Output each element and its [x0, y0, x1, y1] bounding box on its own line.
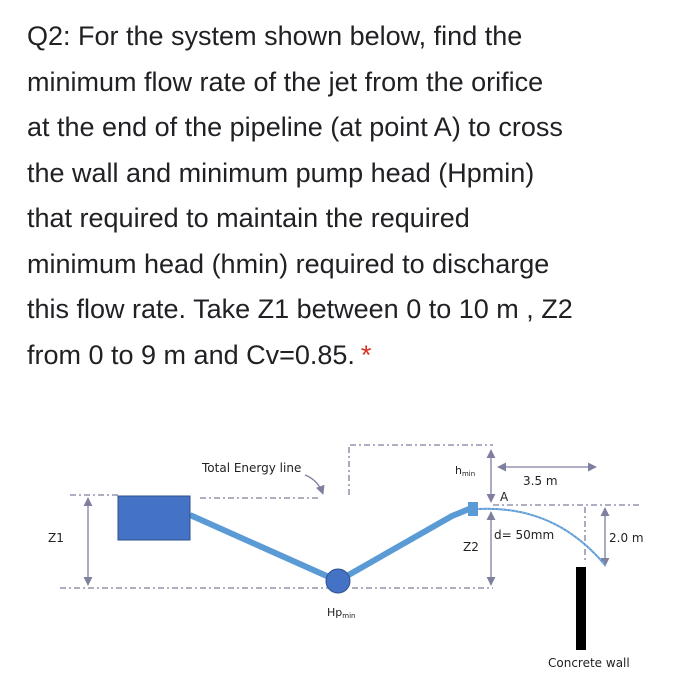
- wall-height-label: 2.0 m: [609, 531, 644, 545]
- question-line-8-text: from 0 to 9 m and Cv=0.85.: [27, 339, 355, 370]
- question-line-8: [27, 333, 677, 379]
- diameter-label: d= 50mm: [494, 528, 555, 542]
- energy-line-pointer: [305, 475, 323, 494]
- question-line-5: that required to maintain the required: [27, 203, 470, 233]
- total-energy-line-label: Total Energy line: [202, 461, 302, 475]
- pump-head-label: [327, 606, 355, 620]
- reservoir-tank: [118, 496, 190, 540]
- point-a-label: A: [500, 490, 509, 504]
- z2-label: Z2: [463, 540, 479, 554]
- question-text: [27, 14, 677, 378]
- question-line-3: at the end of the pipeline (at point A) to cross: [27, 112, 563, 142]
- orifice-nozzle: [468, 502, 478, 516]
- pipeline-diagram: [0, 430, 700, 690]
- required-marker: *: [360, 339, 372, 370]
- concrete-wall-label: Concrete wall: [548, 656, 630, 670]
- hmin-main: h: [455, 464, 462, 477]
- concrete-wall: [576, 567, 586, 650]
- pump: [326, 569, 350, 593]
- question-line-7: this flow rate. Take Z1 between 0 to 10 m , Z2: [27, 294, 573, 324]
- pipeline: [190, 507, 474, 581]
- question-line-2: minimum flow rate of the jet from the orifice: [27, 66, 544, 97]
- hmin-label: [455, 464, 475, 478]
- z1-label: Z1: [48, 531, 64, 545]
- distance-label: 3.5 m: [523, 474, 558, 488]
- pump-head-sub: min: [342, 612, 356, 620]
- question-line-1: Q2: For the system shown below, find the: [27, 21, 523, 51]
- pump-head-main: Hp: [327, 606, 343, 619]
- hmin-sub: min: [461, 470, 476, 478]
- question-line-6: minimum head (hmin) required to discharge: [27, 248, 550, 279]
- question-line-4: the wall and minimum pump head (Hpmin): [27, 157, 535, 188]
